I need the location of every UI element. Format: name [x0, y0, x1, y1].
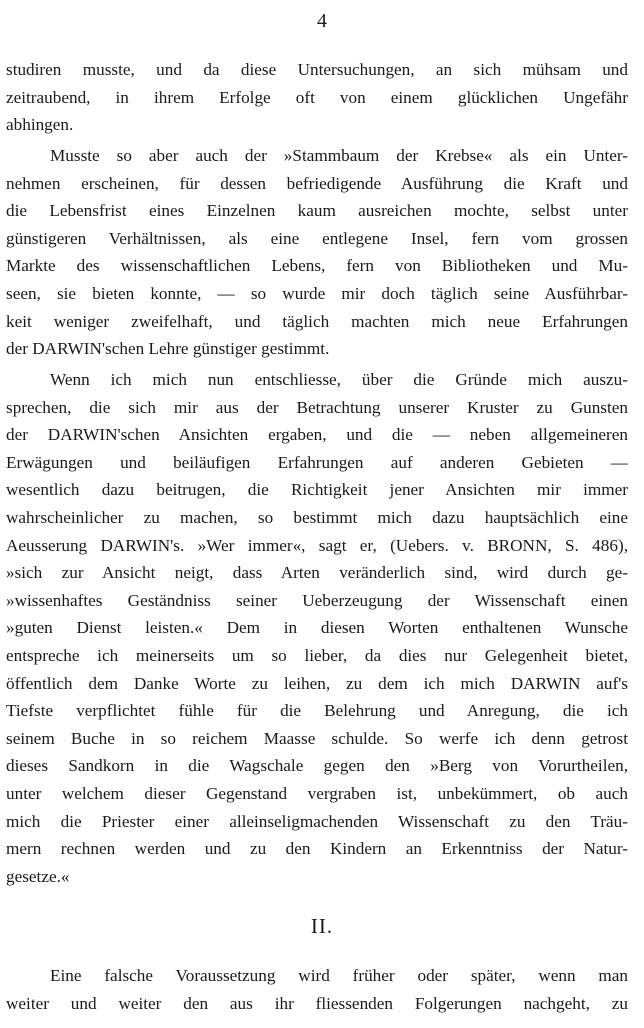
text-line: abhingen.	[6, 115, 74, 135]
text-line: unter welchem dieser Gegenstand vergraben ist, unbekümmert, ob auch	[6, 783, 628, 803]
text-line: Musste so aber auch der »Stammbaum der Krebse« als ein Unter-	[50, 146, 628, 165]
text-line: sprechen, die sich mir aus der Betrachtung unserer Kruster zu Gunsten	[6, 397, 628, 417]
text-line: wesentlich dazu beitrugen, die Richtigkeit jener Ansichten mir immer	[6, 480, 628, 500]
text-line: Erwägungen und beiläufigen Erfahrungen auf anderen Gebieten —	[6, 452, 628, 472]
text-line: der DARWIN'schen Ansichten ergaben, und die — neben allgemeineren	[6, 425, 628, 445]
text-line: Wenn ich mich nun entschliesse, über die Gründe mich auszu-	[50, 370, 628, 389]
text-line: Markte des wissenschaftlichen Lebens, fern von Bibliotheken und Mu-	[6, 256, 628, 276]
text-line: mich die Priester einer alleinseligmachenden Wissenschaft zu den Träu-	[6, 811, 628, 831]
text-line: seen, sie bieten konnte, — so wurde mir doch täglich seine Ausführbar-	[6, 283, 628, 303]
text-line: »sich zur Ansicht neigt, dass Arten veränderlich sind, wird durch ge-	[6, 563, 628, 583]
text-line: gesetze.«	[6, 866, 70, 886]
text-line: keit weniger zweifelhaft, und täglich machten mich neue Erfahrungen	[6, 311, 628, 331]
paragraph-2	[6, 142, 628, 363]
text-line: nehmen erscheinen, für dessen befriedigende Ausführung die Kraft und	[6, 173, 628, 193]
text-line: entspreche ich meinerseits um so lieber, da dies nur Gelegenheit bietet,	[6, 645, 628, 665]
text-line: studiren musste, und da diese Untersuchungen, an sich mühsam und	[6, 60, 628, 79]
text-line: seinem Buche in so reichem Maasse schulde. So werfe ich denn getrost	[6, 728, 628, 748]
text-line: mern rechnen werden und zu den Kindern an Erkenntniss der Natur-	[6, 839, 628, 859]
text-line: dieses Sandkorn in die Wagschale gegen den »Berg von Vorurtheilen,	[6, 756, 628, 776]
text-line: günstigeren Verhältnissen, als eine entlegene Insel, fern vom grossen	[6, 228, 628, 248]
text-line: »guten Dienst leisten.« Dem in diesen Worten enthaltenen Wunsche	[6, 618, 628, 638]
text-line: zeitraubend, in ihrem Erfolge oft von einem glücklichen Ungefähr	[6, 87, 628, 107]
text-line: Eine falsche Voraussetzung wird früher oder später, wenn man	[50, 966, 628, 985]
section-heading: II.	[310, 914, 334, 938]
text-line: Tiefste verpflichtet fühle für die Belehrung und Anregung, die ich	[6, 701, 628, 721]
text-line: die Lebensfrist eines Einzelnen kaum ausreichen mochte, selbst unter	[6, 201, 628, 221]
text-line: weiter und weiter den aus ihr fliessenden Folgerungen nachgeht, zu	[6, 993, 628, 1013]
paragraph-4	[6, 962, 628, 1017]
text-line: Aeusserung DARWIN's. »Wer immer«, sagt er, (Uebers. v. BRONN, S. 486),	[6, 535, 628, 555]
paragraph-3	[6, 366, 628, 890]
paragraph-1	[6, 56, 628, 139]
page-number: 4	[317, 10, 327, 32]
text-line: wahrscheinlicher zu machen, so bestimmt mich dazu hauptsächlich eine	[6, 507, 628, 527]
text-line: öffentlich dem Danke Worte zu leihen, zu dem ich mich DARWIN auf's	[6, 673, 628, 693]
text-line: »wissenhaftes Geständniss seiner Ueberzeugung der Wissenschaft einen	[6, 590, 628, 610]
text-line: der DARWIN'schen Lehre günstiger gestimmt.	[6, 339, 330, 359]
